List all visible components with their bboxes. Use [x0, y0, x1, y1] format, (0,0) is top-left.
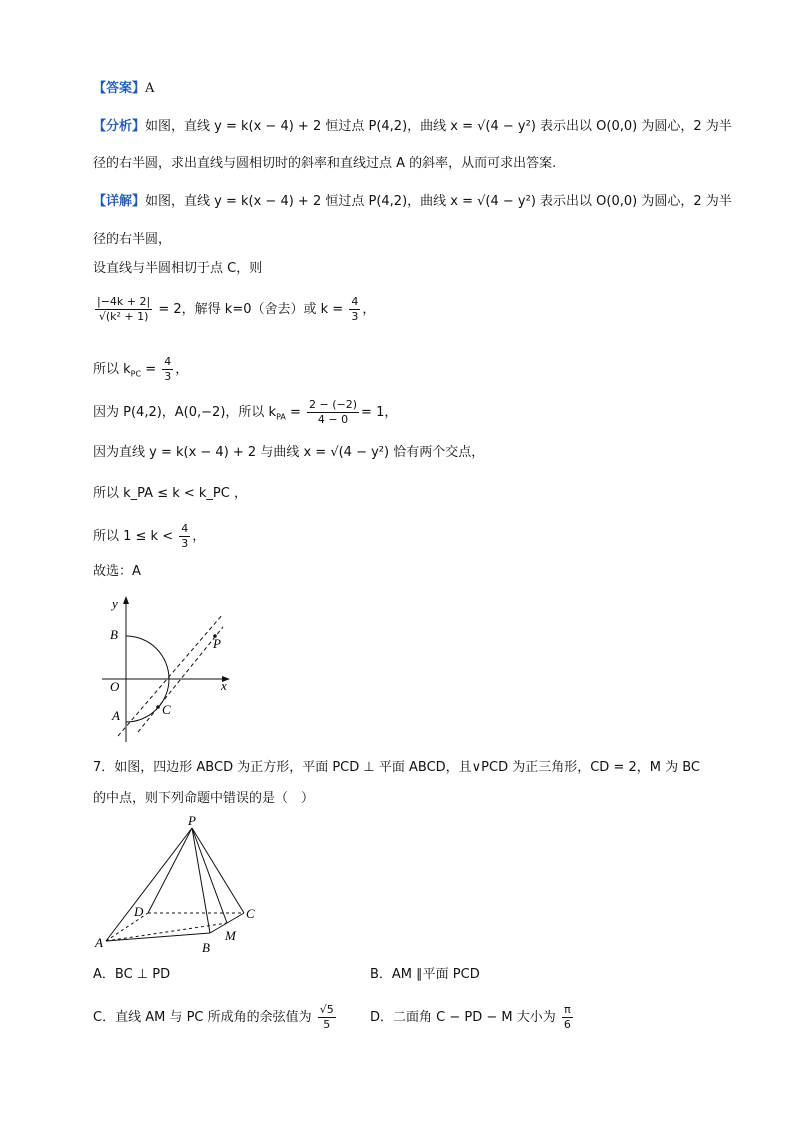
kpa-numerator: 2 − (−2) [309, 398, 358, 411]
kpa-denominator: 4 − 0 [317, 413, 349, 426]
option-D-denominator: 6 [563, 1018, 571, 1031]
option-C-text: C．直线 AM 与 PC 所成角的余弦值为 [93, 1010, 312, 1025]
answer-text: A [145, 81, 155, 96]
option-D [370, 1003, 575, 1032]
option-C-denominator: 5 [323, 1018, 331, 1031]
kpc-subscript: PC [130, 369, 142, 379]
pyramid-figure [92, 812, 262, 960]
kpa-prefix: 因为 P(4,2)，A(0,−2)，所以 k [93, 405, 277, 420]
P-vertex-label: P [188, 813, 196, 828]
kpc-equals: = [141, 362, 157, 377]
option-D-fraction [562, 1003, 573, 1032]
semicircle-figure [98, 594, 238, 744]
answer-line [93, 80, 154, 98]
k-result-numerator: 4 [181, 522, 189, 535]
option-D-numerator: π [562, 1003, 573, 1018]
option-C [93, 1003, 338, 1032]
option-D-text: D．二面角 C − PD − M 大小为 [370, 1010, 556, 1025]
k-result-prefix: 所以 1 ≤ k < [93, 529, 174, 544]
edge-PM [192, 828, 227, 923]
distance-numerator: |−4k + 2| [97, 295, 151, 308]
tangent-equation-text: = 2，解得 k=0（舍去）或 k = [158, 302, 344, 317]
k-result-fraction [179, 522, 190, 551]
analysis-line-2: 径的右半圆，求出直线与圆相切时的斜率和直线过点 A 的斜率，从而可求出答案. [93, 156, 557, 171]
A-vertex-label: A [95, 935, 103, 950]
k-result-end: ， [192, 529, 206, 544]
detail-text-1: 如图，直线 y = k(x − 4) + 2 恒过点 P(4,2)，曲线 x = √(4 − y²) 表示出以 O(0,0) 为圆心，2 为半 [145, 194, 732, 209]
detail-line-intersections: 因为直线 y = k(x − 4) + 2 与曲线 x = √(4 − y²) 恰有两个交点， [93, 445, 485, 460]
analysis-text-1: 如图，直线 y = k(x − 4) + 2 恒过点 P(4,2)，曲线 x = √(4 − y²) 表示出以 O(0,0) 为圆心，2 为半 [145, 119, 732, 134]
y-axis-arrow [123, 596, 129, 604]
detail-line-2: 径的右半圆， [93, 232, 172, 247]
option-A: A．BC ⊥ PD [93, 967, 171, 982]
B-label: B [110, 627, 118, 642]
A-label: A [112, 708, 120, 723]
D-vertex-label: D [134, 904, 144, 919]
kpa-subscript: PA [276, 412, 286, 422]
kpc-denominator: 3 [164, 370, 172, 383]
detail-line-3: 设直线与半圆相切于点 C，则 [93, 261, 263, 276]
x-label: x [221, 678, 227, 693]
kpc-end: ， [175, 362, 189, 377]
edge-PA [106, 828, 192, 941]
kpc-fraction [162, 355, 173, 384]
detail-line-k-result [93, 522, 205, 551]
edge-PC [192, 828, 244, 913]
analysis-tag: 【分析】 [93, 119, 146, 134]
detail-line-1 [93, 193, 732, 211]
P-label: P [213, 636, 221, 651]
line-through-A [118, 614, 223, 736]
detail-line-kpc [93, 355, 188, 384]
kpa-equals: = [285, 405, 301, 420]
option-C-numerator: √5 [319, 1003, 334, 1016]
edge-AB [106, 933, 210, 941]
analysis-line-1 [93, 118, 732, 136]
C-label: C [162, 702, 171, 717]
tangent-equation-end: ， [362, 302, 376, 317]
C-vertex-label: C [246, 906, 255, 921]
detail-tag: 【详解】 [93, 194, 146, 209]
k-result-denominator: 3 [181, 537, 189, 550]
detail-line-k-range: 所以 k_PA ≤ k < k_PC ， [93, 486, 247, 501]
k-value-fraction [349, 295, 360, 324]
tangent-equation [93, 295, 375, 324]
kpa-fraction [307, 398, 359, 427]
O-label: O [110, 679, 120, 694]
edge-PB [192, 828, 210, 933]
question-7-line-1: 7．如图，四边形 ABCD 为正方形，平面 PCD ⊥ 平面 ABCD，且∨PCD 为正三角形，CD = 2，M 为 BC [93, 760, 700, 775]
B-vertex-label: B [202, 940, 210, 955]
kpc-numerator: 4 [164, 355, 172, 368]
distance-fraction [95, 295, 152, 324]
kpc-prefix: 所以 k [93, 362, 131, 377]
detail-line-kpa [93, 398, 397, 427]
detail-line-choice: 故选：A [93, 564, 141, 579]
y-label: y [112, 596, 118, 611]
option-C-fraction [318, 1003, 336, 1032]
option-B: B．AM ∥平面 PCD [370, 967, 480, 982]
edge-PD [148, 828, 192, 913]
question-7-line-2: 的中点，则下列命题中错误的是（ ） [93, 791, 315, 806]
distance-denominator: √(k² + 1) [98, 310, 149, 323]
kpa-end: = 1， [361, 405, 398, 420]
k-value-denominator: 3 [351, 310, 359, 323]
answer-tag: 【答案】 [93, 81, 146, 96]
point-C [156, 705, 160, 709]
k-value-numerator: 4 [351, 295, 359, 308]
M-point-label: M [225, 928, 236, 943]
